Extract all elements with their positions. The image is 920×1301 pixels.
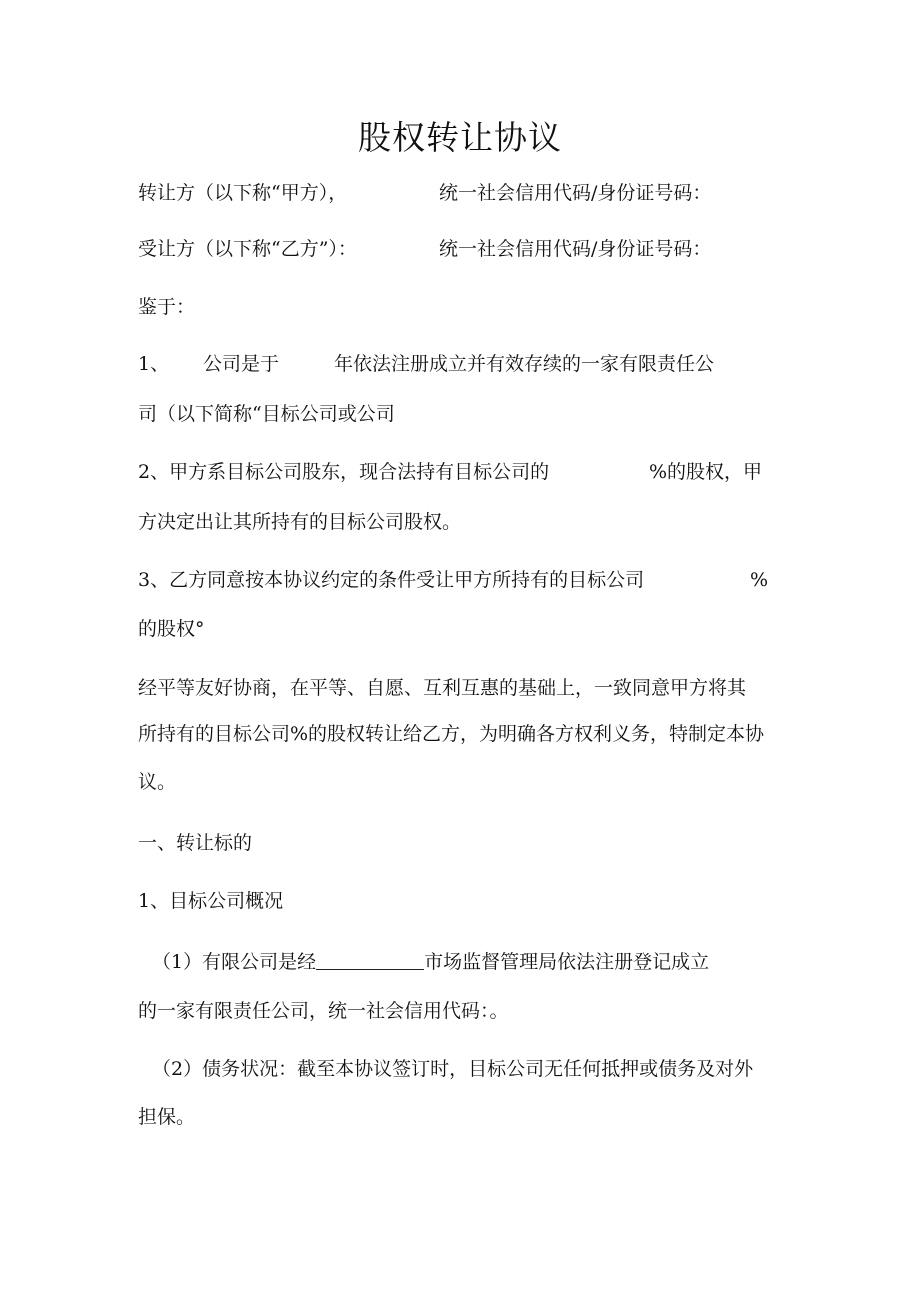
item2-text-b: %的股权，甲 — [649, 461, 763, 483]
clause-2-line-1: （2）债务状况：截至本协议签订时，目标公司无任何抵押或债务及对外 — [152, 1058, 754, 1080]
agreement-line-2: 所持有的目标公司%的股权转让给乙方，为明确各方权利义务，特制定本协 — [138, 723, 765, 745]
item3-text-c: 的股权° — [138, 618, 205, 640]
clause-2-line-2: 担保。 — [138, 1106, 196, 1128]
item2-text-a: 2、甲方系目标公司股东，现合法持有目标公司的 — [138, 461, 550, 483]
item1-text-b: 年依法注册成立并有效存续的一家有限责任公 — [334, 353, 715, 375]
party-a-label: 转让方（以下称“甲方）， — [138, 182, 348, 204]
item1-text-a: 公司是于 — [203, 353, 280, 375]
agreement-line-3: 议。 — [138, 771, 177, 793]
item3-text-a: 3、乙方同意按本协议约定的条件受让甲方所持有的目标公司 — [138, 569, 645, 591]
item2-text-c: 方决定出让其所持有的目标公司股权。 — [138, 511, 462, 533]
blank-underline — [316, 953, 424, 970]
clause-1-text-b: 市场监督管理局依法注册登记成立 — [424, 951, 710, 973]
whereas-heading: 鉴于： — [138, 296, 196, 318]
party-b-label: 受让方（以下称“乙方”）： — [138, 238, 357, 260]
party-b-id-label: 统一社会信用代码/身份证号码： — [439, 238, 712, 260]
clause-1-line-2: 的一家有限责任公司，统一社会信用代码：。 — [138, 1000, 509, 1022]
subsection-heading-1: 1、目标公司概况 — [138, 890, 284, 912]
agreement-line-1: 经平等友好协商，在平等、自愿、互利互惠的基础上，一致同意甲方将其 — [138, 677, 747, 699]
item1-text-c: 司（以下简称“目标公司或公司 — [138, 403, 395, 425]
item3-text-b: % — [750, 569, 769, 591]
party-a-id-label: 统一社会信用代码/身份证号码： — [439, 182, 712, 204]
item1-number: 1、 — [138, 353, 170, 375]
document-title: 股权转让协议 — [358, 118, 562, 157]
clause-1-text-a: （1）有限公司是经 — [152, 951, 317, 973]
section-heading-1: 一、转让标的 — [138, 832, 253, 854]
clause-1-line-1 — [152, 953, 709, 972]
